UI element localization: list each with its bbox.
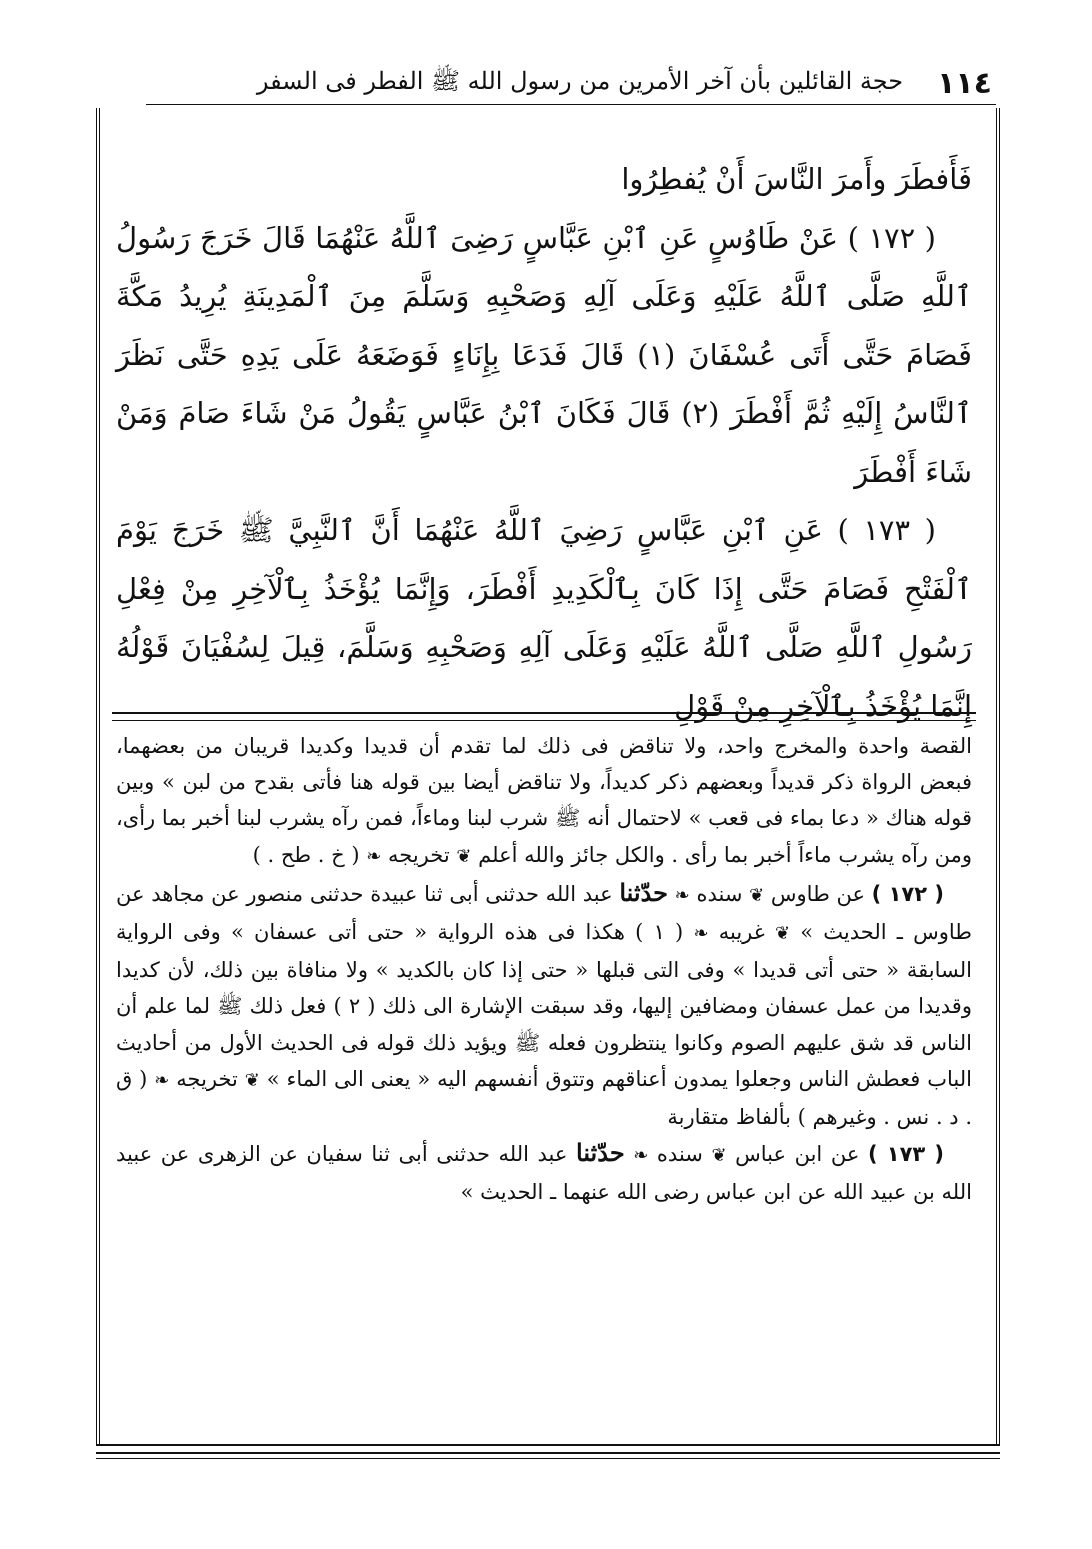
note-paragraph — [116, 728, 972, 875]
gharib-text: ( ١ ) هكذا فى هذه الرواية « حتى أتى عسفان » وفى الرواية السابقة « حتى أتى قديدا » وفى التى قبلها « حتى إذا كان بالكديد » ولا منافاة بين ذلك، لأن كديدا وقديدا من عمل عسفان ومضافين إليها، وقد سبقت الإشارة الى ذلك ( ٢ ) فعل ذلك ﷺ لما علم أن الناس قد شق عليهم الصوم وكانوا ينتظرون فعله ﷺ ويؤيد ذلك قوله فى الحديث الأول من أحاديث الباب فعطش الناس وجعلوا يمدون أعناقهم وتتوق أنفسهم اليه « يعنى الى الماء » — [116, 920, 972, 1091]
ornament-close-icon: ❧ — [154, 1069, 170, 1091]
running-title: حجة القائلين بأن آخر الأمرين من رسول الله ﷺ الفطر فى السفر — [256, 66, 904, 95]
continuation-line: فَأَفطَرَ وأَمرَ النَّاسَ أَنْ يُفطِرُوا — [621, 162, 972, 196]
sanad-text: عبد الله حدثنى أبى ثنا سفيان عن الزهرى عن عبيد الله بن عبيد الله عن ابن عباس رضى الله عنهما ـ الحديث » — [116, 1142, 972, 1205]
note-number: ( ١٧٣ ) — [867, 1142, 945, 1167]
ornament-open-icon: ❦ — [774, 923, 791, 945]
ornament-close-icon: ❧ — [693, 923, 709, 945]
ornament-open-icon: ❦ — [456, 845, 472, 867]
ornament-open-icon: ❦ — [749, 884, 765, 906]
takhrij-label: تخريجه — [388, 842, 450, 867]
hadith-172: ( ١٧٢ ) عَنْ طَاوُسٍ عَنِ ٱبْنِ عَبَّاسٍ رَضِىَ ٱللَّهُ عَنْهُمَا قَالَ خَرَجَ رَسُولُ ٱللَّهِ صَلَّى ٱللَّهُ عَلَيْهِ وَعَلَى آلِهِ وَصَحْبِهِ وَسَلَّمَ مِنَ ٱلْمَدِينَةِ يُرِيدُ مَكَّةَ فَصَامَ حَتَّى أَتَى عُسْفَانَ (١) قَالَ فَدَعَا بِإِنَاءٍ فَوَضَعَهُ عَلَى يَدِهِ حَتَّى نَظَرَ ٱلنَّاسُ إِلَيْهِ ثُمَّ أَفْطَرَ (٢) قَالَ فَكَانَ ٱبْنُ عَبَّاسٍ يَقُولُ مَنْ شَاءَ صَامَ وَمَنْ شَاءَ أَفْطَرَ — [116, 220, 972, 489]
note-from: عن طاوس — [770, 881, 865, 906]
haddathana-word: حدّثنا — [576, 1138, 625, 1168]
takhrij-refs: ( ق . د . نس . وغيرهم ) بألفاظ متقاربة — [116, 1066, 972, 1130]
main-text — [116, 150, 972, 735]
ornament-close-icon: ❧ — [366, 845, 382, 867]
note-172 — [116, 875, 972, 1135]
note-173 — [116, 1135, 972, 1210]
ornament-open-icon: ❦ — [711, 1145, 727, 1167]
ornament-close-icon: ❧ — [633, 1145, 649, 1167]
hadith-173: ( ١٧٣ ) عَنِ ٱبْنِ عَبَّاسٍ رَضِيَ ٱللَّهُ عَنْهُمَا أَنَّ ٱلنَّبِيَّ ﷺ خَرَجَ يَوْمَ ٱلْفَتْحِ فَصَامَ حَتَّى إِذَا كَانَ بِٱلْكَدِيدِ أَفْطَرَ، وَإِنَّمَا يُؤْخَذُ بِٱلْآخِرِ مِنْ فِعْلِ رَسُولِ ٱللَّهِ صَلَّى ٱللَّهُ عَلَيْهِ وَعَلَى آلِهِ وَصَحْبِهِ وَسَلَّمَ، قِيلَ لِسُفْيَانَ قَوْلُهُ إِنَّمَا يُؤْخَذُ بِٱلْآخِرِ مِنْ قَوْلِ — [116, 513, 972, 723]
page-number: ١١٤ — [937, 65, 992, 101]
section-divider — [112, 712, 976, 721]
haddathana-word: حدّثنا — [619, 877, 668, 907]
note-from: عن ابن عباس — [735, 1142, 860, 1167]
sanad-text: عبد الله حدثنى أبى ثنا عبيدة حدثنى منصور عن مجاهد عن طاوس ـ الحديث » — [116, 881, 972, 945]
takhrij-label: تخريجه — [176, 1066, 238, 1091]
ornament-close-icon: ❧ — [674, 884, 690, 906]
note-text: القصة واحدة والمخرج واحد، ولا تناقض فى ذلك لما تقدم أن قديدا وكديدا قريبان من بعضهما، فبعض الرواة ذكر قديداً وبعضهم ذكر كديداً، ولا تناقض أيضا بين قوله هنا فأتى بقدح من لبن » وبين قوله هناك « دعا بماء فى قعب » لاحتمال أنه ﷺ شرب لبنا وماءاً، فمن رآه يشرب لبنا أخبر بما رأى، ومن رآه يشرب ماءاً أخبر بما رأى . والكل جائز والله أعلم — [116, 734, 972, 867]
gharib-label: غريبه — [718, 920, 765, 945]
bottom-rule — [96, 1444, 1000, 1454]
note-number: ( ١٧٢ ) — [871, 881, 944, 906]
sanad-label: سنده — [656, 1142, 703, 1167]
bottom-rule-thin — [96, 1458, 1000, 1459]
header-rule — [146, 104, 996, 105]
commentary-notes — [116, 728, 972, 1211]
sanad-label: سنده — [696, 881, 743, 906]
ornament-open-icon: ❦ — [244, 1069, 260, 1091]
page-header — [150, 62, 992, 104]
takhrij-refs: ( خ . طح . ) — [252, 842, 360, 867]
